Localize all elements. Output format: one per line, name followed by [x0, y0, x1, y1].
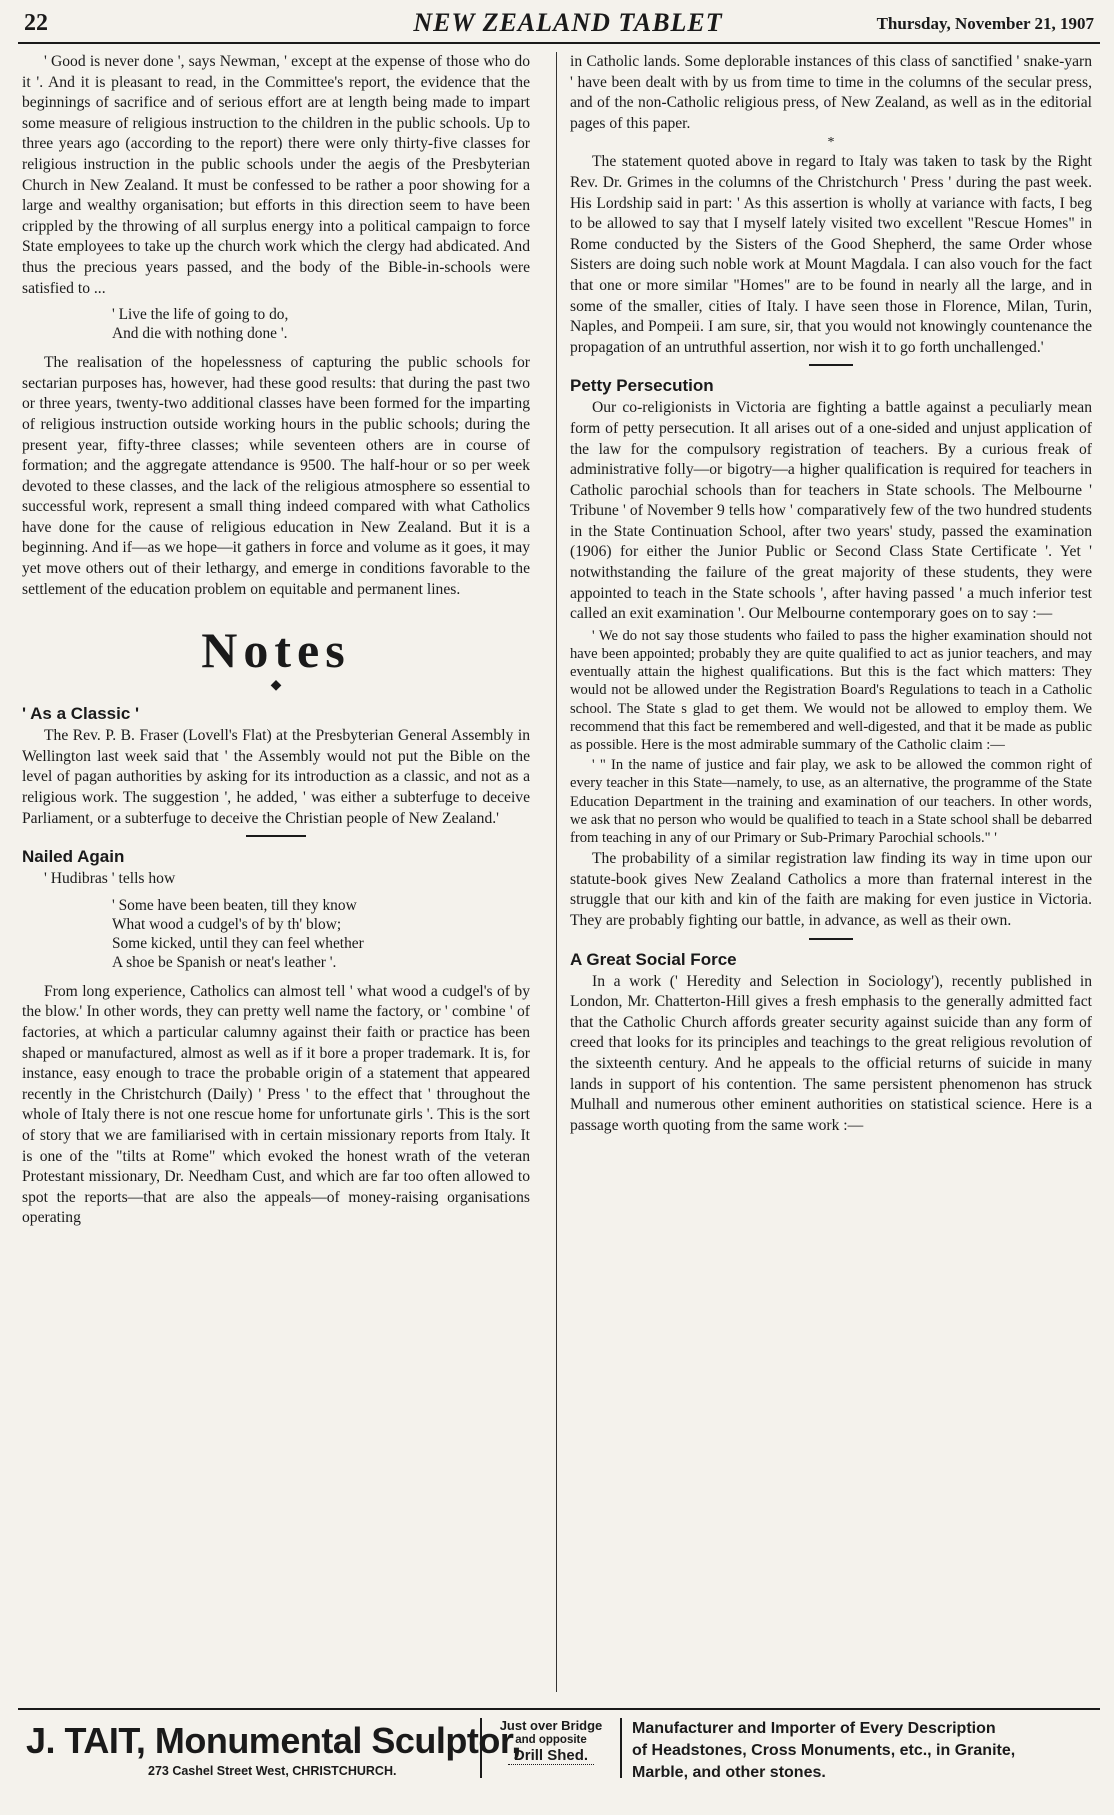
verse-quote	[112, 305, 530, 343]
quoted-paragraph: ' We do not say those students who failed to pass the higher examination should not have been appointed; probably they are quite qualified to act as junior teachers, and may eventually attain the highest qualifications. But this is the fact which matters: They would not be allowed under the Registration Board's Regulations to teach in a Catholic school. The State s glad to get them. We would not be allowed to employ them. We recommend that this fact be remembered and well-digested, and that it be made as public as possible. Here is the most admirable summary of the Catholic claim :—	[570, 627, 1092, 754]
section-heading-nailed-again: Nailed Again	[22, 847, 125, 867]
article-paragraph: In a work (' Heredity and Selection in Sociology'), recently published in London, Mr. Chatterton-Hill gives a fresh emphasis to the generally admitted fact that the Catholic Church affords greater security against suicide than any form of creed that looks for its principles and teachings to the great religious revolution of the sixteenth century. And he appeals to the official returns of suicide in many lands in support of his contention. The same persistent phenomenon has struck Mulhall and numerous other eminent authorities on statistical science. Here is a passage worth quoting from the same work :—	[570, 972, 1092, 1134]
advertiser-name: J. TAIT, Monumental Sculptor,	[26, 1720, 521, 1761]
article-paragraph: ' Good is never done ', says Newman, ' except at the expense of those who do it '. And it is pleasant to read, in the Committee's report, the evidence that the beginnings of sacrifice and of serious effort are at length being made to impart some measure of religious instruction to the children in the public schools. Up to three years ago (according to the report) there were only thirty-five classes for religious instruction in the public schools under the aegis of the Presbyterian Church in New Zealand. It must be confessed to be rather a poor showing for a large and wealthy organisation; but efforts in this direction seem to have been crippled by the throwing of all surplus energy into a political campaign to force State employees to take up the church work which the clergy had abdicated. And thus the precious years passed, and the body of the Bible-in-schools were satisfied to ...	[22, 53, 530, 297]
verse-line: ' Some have been beaten, till they know	[112, 896, 357, 914]
advertisement-footer	[18, 1708, 1100, 1788]
location-line: Just over Bridge	[499, 1718, 603, 1733]
verse-line: What wood a cudgel's of by th' blow;	[112, 915, 342, 933]
masthead	[18, 8, 1100, 44]
diamond-ornament-icon: ◆	[270, 678, 282, 694]
article-paragraph: The realisation of the hopelessness of capturing the public schools for sectarian purposes has, however, had these good results: that during the past two or three years, twenty-two additional classes have been formed for the imparting of religious instruction outside working hours in the public schools; during the present year, fifty-three classes; while seventeen others are in course of formation; and the aggregate attendance is 9500. The half-hour or so per week devoted to these classes, and the lack of the religious atmosphere so essential to successful work, represent a small thing indeed compared with what Catholics have done for the cause of religious education in New Zealand. But it is a beginning. And if—as we hope—it gathers in force and volume as it goes, it may yet move others out of their lethargy, and emerge in conditions favorable to the settlement of the education problem on equitable and permanent lines.	[22, 354, 530, 598]
section-divider	[809, 938, 853, 940]
asterisk-separator-icon: *	[827, 135, 835, 151]
section-divider	[809, 364, 853, 366]
article-paragraph: Our co-religionists in Victoria are fighting a battle against a peculiarly mean form of petty persecution. It all arises out of a one-sided and unjust application of the law for the compulsory registration of teachers. By a curious freak of administrative folly—or bigotry—a higher qualification is required for teachers in Catholic parochial schools than for teachers in State schools. The Melbourne ' Tribune ' of November 9 tells how ' comparatively few of the two hundred students in the State Continuation School, after two years' study, passed the examination (1906) for either the Junior Public or Second Class State Certificate '. Yet ' notwithstanding the failure of the great majority of these students, they were appointed to teach in the State schools ', after having passed ' a much inferior test called an exit examination '. Our Melbourne contemporary goes on to say :—	[570, 399, 1092, 623]
article-paragraph: The statement quoted above in regard to Italy was taken to task by the Right Rev. Dr. Grimes in the columns of the Christchurch ' Press ' during the past week. His Lordship said in part: ' As this assertion is wholly at variance with facts, I beg to be allowed to say that I myself lately visited two excellent "Rescue Homes" in Rome conducted by the Sisters of the Good Shepherd, the same Order whose Sisters are doing such noble work at Mount Magdala. I can also vouch for the fact that one or more similar "Homes" are to be found in nearly all the large, and in some of the smaller, cities of Italy. I have seen those in Florence, Milan, Turin, Naples, and Pompeii. I am sure, sir, that you would not knowingly countenance the propagation of an untruthful assertion, nor wish it to go forth unchallenged.'	[570, 153, 1092, 356]
section-heading-as-a-classic: ' As a Classic '	[22, 704, 140, 724]
trade-line: of Headstones, Cross Monuments, etc., in Granite,	[632, 1742, 1016, 1759]
article-paragraph: in Catholic lands. Some deplorable instances of this class of sanctified ' snake-yarn ' have been dealt with by us from time to time in the columns of the secular press, and of the non-Catholic religious press, of New Zealand, as well as in the editorial pages of this paper.	[570, 53, 1092, 132]
newspaper-title: NEW ZEALAND TABLET	[413, 8, 723, 37]
trade-description	[632, 1718, 1100, 1784]
article-paragraph: The Rev. P. B. Fraser (Lovell's Flat) at the Presbyterian General Assembly in Wellington last week said that ' the Assembly would not put the Bible on the level of pagan authorities by asking for its introduction as a classic, and not as a religious work. The suggestion ', he added, ' was either a subterfuge to deceive Parliament, or a subterfuge to deceive the Christian people of New Zealand.'	[22, 727, 530, 827]
location-line: and opposite	[515, 1734, 587, 1746]
verse-line: ' Live the life of going to do,	[112, 306, 289, 324]
newspaper-page	[18, 8, 1100, 1808]
verse-quote	[112, 896, 530, 972]
article-paragraph: The probability of a similar registration law finding its way in time upon our statute-book gives New Zealand Catholics a more than fraternal interest in the struggle that our kith and kin of the faith are making for even justice in Victoria. They are probably fighting our battle, in advance, as well as their own.	[570, 850, 1092, 930]
section-divider	[246, 835, 306, 837]
issue-date: Thursday, November 21, 1907	[876, 14, 1094, 33]
trade-line: Manufacturer and Importer of Every Description	[632, 1720, 996, 1737]
trade-line: Marble, and other stones.	[632, 1764, 826, 1781]
location-box	[480, 1718, 622, 1778]
right-column	[570, 52, 1092, 1698]
article-paragraph: From long experience, Catholics can almost tell ' what wood a cudgel's of by the blow.' In other words, they can pretty well name the factory, or ' combine ' of factories, at which a particular calumny against their faith or practice has been shaped or manufactured, almost as well as if it bore a proper trademark. It is, for instance, easy enough to trace the probable origin of a statement that appeared recently in the Christchurch (Daily) ' Press ' to the effect that ' throughout the whole of Italy there is not one rescue home for unfortunate girls '. This is the sort of story that we are familiarised with in certain missionary reports from Italy. It is one of the "tilts at Rome" which evoked the honest wrath of the veteran Protestant missionary, Dr. Needham Cust, and which are far too often allowed to spot the reports—that are also the appeals—of money-raising organisations operating	[22, 982, 530, 1227]
quoted-paragraph: ' " In the name of justice and fair play, we ask to be allowed the common right of every teacher in this State—namely, to use, as an alternative, the programme of the State Education Department in the training and examination of our teachers. In other words, we ask that no person who would be qualified to teach in a State school shall be debarred from teaching in any of our Primary or Sub-Primary Parochial schools." '	[570, 757, 1092, 847]
section-heading-a-great-social-force: A Great Social Force	[570, 949, 737, 969]
page-number: 22	[24, 10, 48, 36]
verse-line: A shoe be Spanish or neat's leather '.	[112, 953, 337, 971]
location-line: Drill Shed.	[508, 1747, 594, 1765]
notes-heading: Notes	[201, 622, 351, 679]
verse-line: And die with nothing done '.	[112, 325, 288, 343]
verse-line: Some kicked, until they can feel whether	[112, 934, 364, 952]
article-paragraph: ' Hudibras ' tells how	[44, 870, 176, 888]
column-divider	[556, 52, 557, 1692]
advertiser-address: 273 Cashel Street West, CHRISTCHURCH.	[148, 1764, 397, 1778]
left-column	[22, 52, 530, 1698]
section-heading-petty-persecution: Petty Persecution	[570, 376, 714, 396]
